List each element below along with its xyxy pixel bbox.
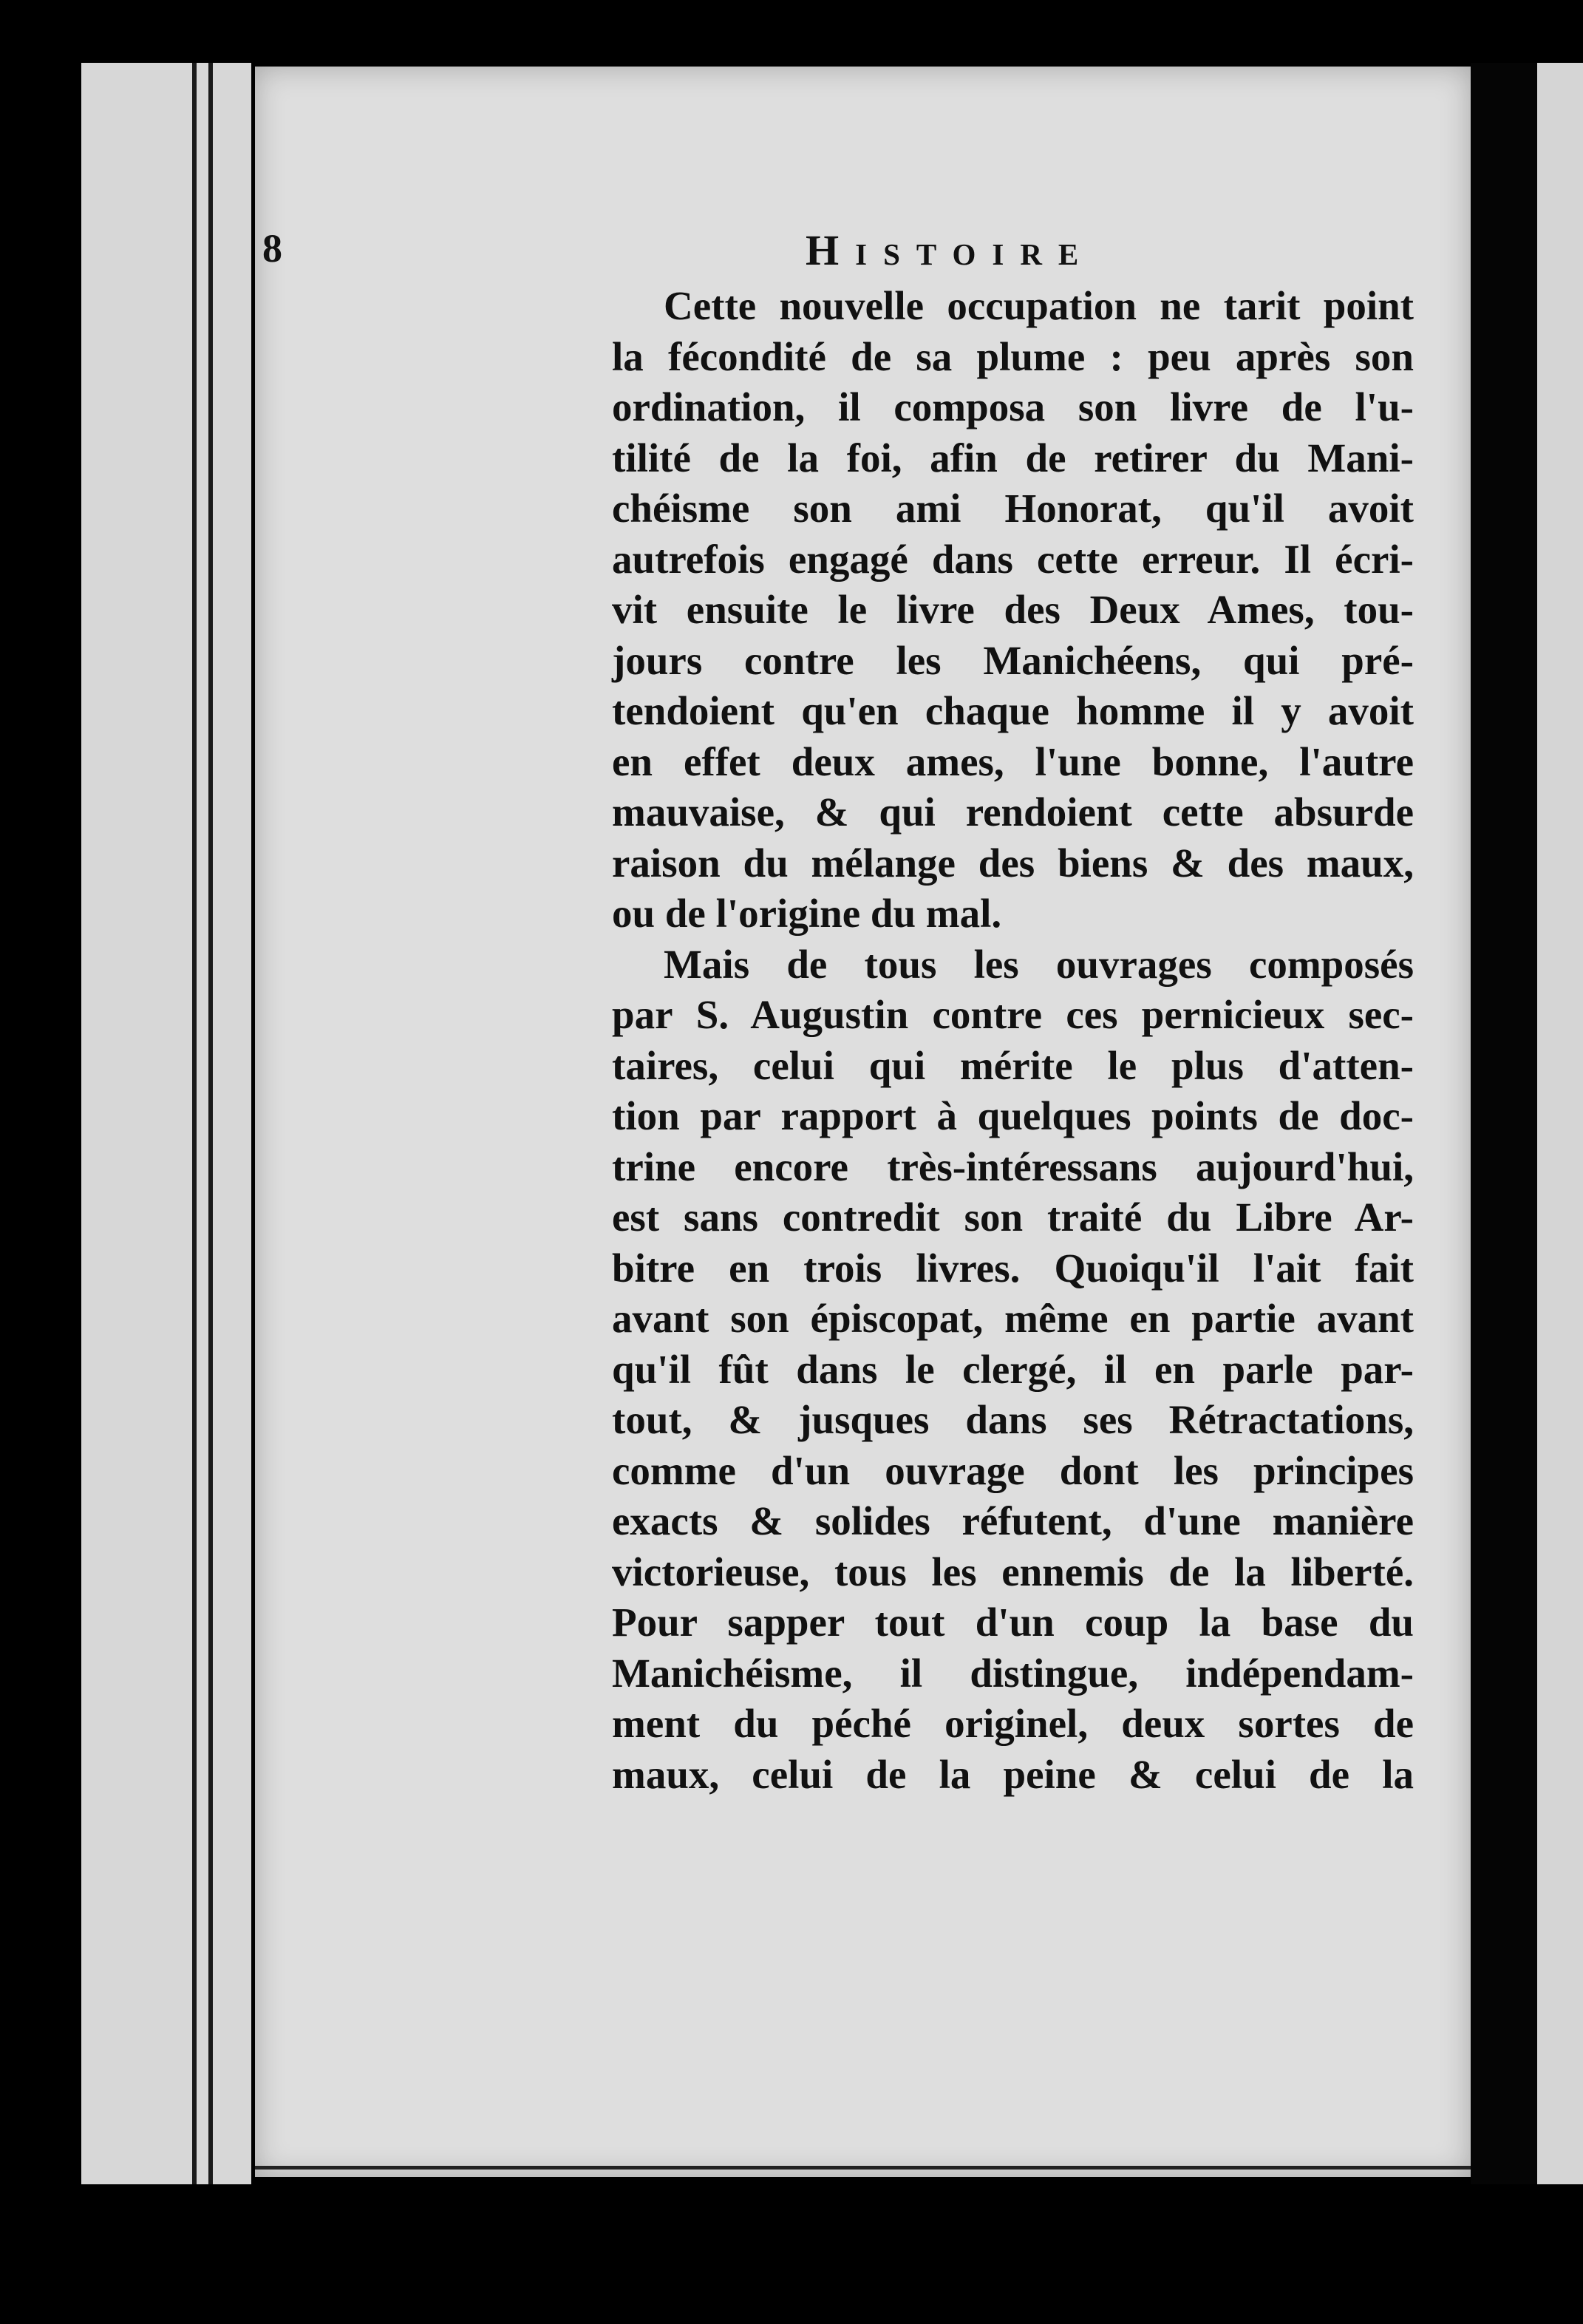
- text-line: mauvaise, & qui rendoient cette absurde: [612, 789, 1414, 835]
- paragraph: [612, 281, 1414, 940]
- page-gutter-shadow: [1471, 63, 1537, 2184]
- body-text: [612, 281, 1414, 1800]
- text-line: Manichéisme, il distingue, indépendam-: [612, 1650, 1414, 1696]
- running-title: Histoire: [806, 226, 1095, 274]
- text-line: qu'il fût dans le clergé, il en parle par-: [612, 1346, 1414, 1392]
- text-line: comme d'un ouvrage dont les principes: [612, 1447, 1414, 1493]
- text-line: ou de l'origine du mal.: [612, 891, 1002, 936]
- text-line: tendoient qu'en chaque homme il y avoit: [612, 688, 1414, 733]
- next-page-edge: [1537, 63, 1583, 2184]
- text-line: Cette nouvelle occupation ne tarit point: [664, 283, 1414, 328]
- left-facing-page-edge: [81, 63, 251, 2184]
- text-line: Mais de tous les ouvrages composés: [664, 941, 1414, 987]
- text-line: taires, celui qui mérite le plus d'atten-: [612, 1042, 1414, 1088]
- text-line: victorieuse, tous les ennemis de la liberté.: [612, 1549, 1414, 1594]
- text-line: ordination, il composa son livre de l'u-: [612, 384, 1414, 429]
- text-line: en effet deux ames, l'une bonne, l'autre: [612, 738, 1414, 784]
- text-line: tout, & jusques dans ses Rétractations,: [612, 1397, 1414, 1442]
- binding-rule-left: [192, 63, 197, 2184]
- text-line: jours contre les Manichéens, qui pré-: [612, 637, 1414, 683]
- text-line: est sans contredit son traité du Libre Ar-: [612, 1195, 1414, 1240]
- text-line: autrefois engagé dans cette erreur. Il écri-: [612, 536, 1414, 582]
- text-line: tilité de la foi, afin de retirer du Mani-: [612, 435, 1414, 480]
- text-line: Pour sapper tout d'un coup la base du: [612, 1600, 1414, 1645]
- text-line: vit ensuite le livre des Deux Ames, tou-: [612, 587, 1414, 632]
- text-line: par S. Augustin contre ces pernicieux sec-: [612, 992, 1414, 1037]
- binding-rule-right: [208, 63, 213, 2184]
- page-number: 8: [262, 226, 282, 271]
- text-line: chéisme son ami Honorat, qu'il avoit: [612, 486, 1414, 531]
- text-line: exacts & solides réfutent, d'une manière: [612, 1498, 1414, 1543]
- text-line: bitre en trois livres. Quoiqu'il l'ait fait: [612, 1245, 1414, 1291]
- text-line: tion par rapport à quelques points de doc-: [612, 1093, 1414, 1138]
- paragraph: [612, 940, 1414, 1801]
- text-line: raison du mélange des biens & des maux,: [612, 840, 1414, 886]
- text-line: avant son épiscopat, même en partie avant: [612, 1296, 1414, 1341]
- text-line: ment du péché originel, deux sortes de: [612, 1701, 1414, 1746]
- text-line: maux, celui de la peine & celui de la: [612, 1751, 1414, 1797]
- page-bottom-border: [255, 2166, 1471, 2170]
- text-line: trine encore très-intéressans aujourd'hui,: [612, 1144, 1414, 1189]
- text-line: la fécondité de sa plume : peu après son: [612, 333, 1414, 379]
